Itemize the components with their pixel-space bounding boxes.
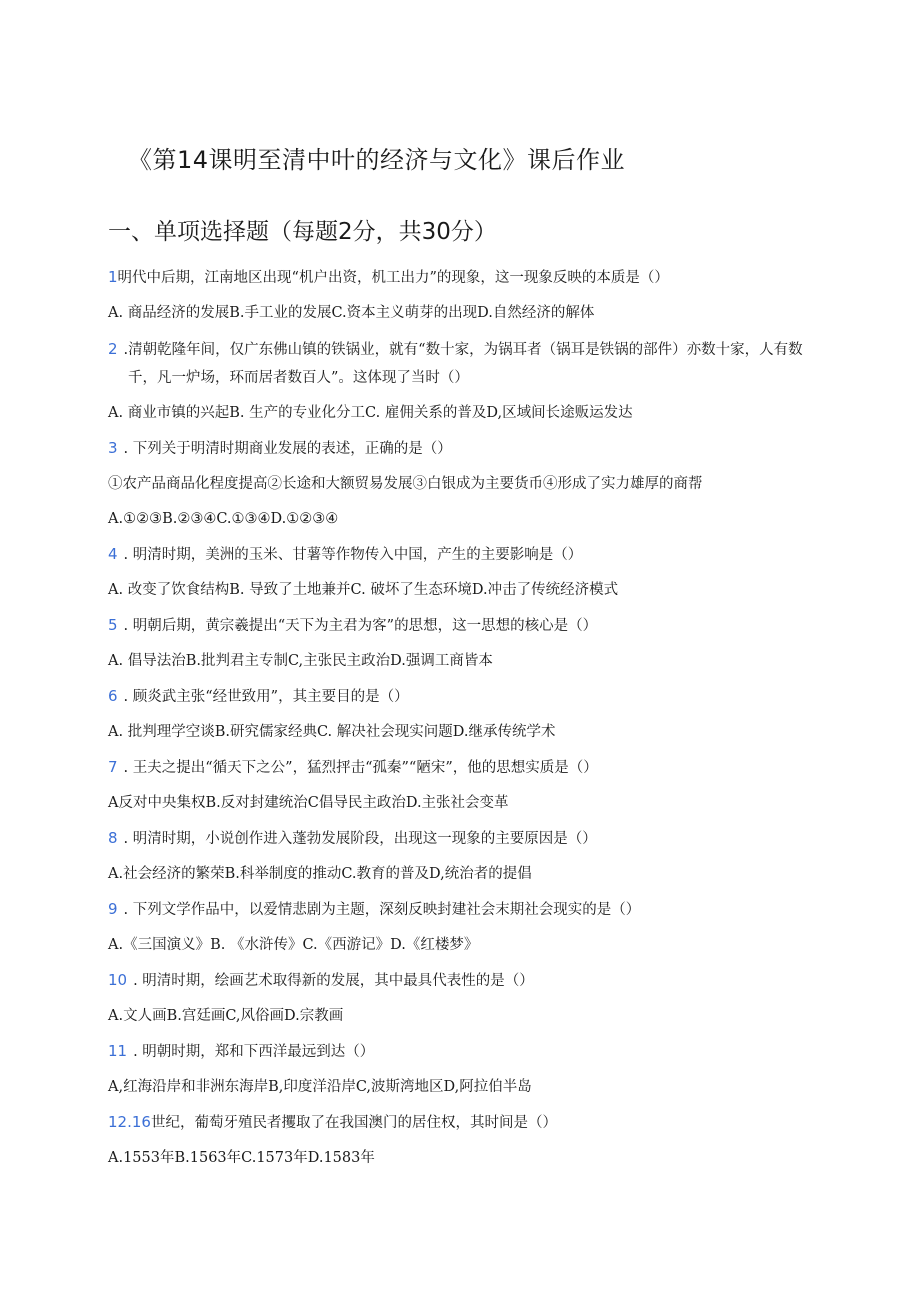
question-6 xyxy=(108,683,808,746)
question-number: 6 xyxy=(108,687,118,705)
question-stem: 世纪，葡萄牙殖民者攫取了在我国澳门的居住权，其时间是（） xyxy=(150,1115,557,1131)
question-stem: . 顾炎武主张“经世致用”，其主要目的是（） xyxy=(123,689,409,705)
question-number: 1 xyxy=(108,268,118,286)
question-number: 10 xyxy=(108,971,128,989)
question-number: 5 xyxy=(108,616,118,634)
question-2 xyxy=(108,335,808,427)
question-8 xyxy=(108,825,808,888)
question-options: A.①②③B.②③④C.①③④D.①②③④ xyxy=(108,511,339,527)
question-options: A. 批判理学空谈B.研究儒家经典C. 解决社会现实问题D.继承传统学术 xyxy=(108,724,556,740)
question-number: 9 xyxy=(108,900,118,918)
question-1 xyxy=(108,264,808,327)
question-number: 4 xyxy=(108,545,118,563)
question-options: A.社会经济的繁荣B.科举制度的推动C.教育的普及D,统治者的提倡 xyxy=(108,866,532,882)
question-number: 12.16 xyxy=(108,1113,151,1131)
question-stem: . 明清时期，绘画艺术取得新的发展，其中最具代表性的是（） xyxy=(133,973,534,989)
question-list xyxy=(108,264,808,1180)
question-stem: . 下列关于明清时期商业发展的表述，正确的是（） xyxy=(123,441,452,457)
question-number: 11 xyxy=(108,1042,128,1060)
question-stem: . 明清时期，小说创作进入蓬勃发展阶段，出现这一现象的主要原因是（） xyxy=(123,831,597,847)
question-stem: 明代中后期，江南地区出现“机户出资，机工出力”的现象，这一现象反映的本质是（） xyxy=(117,270,669,286)
question-stem: . 下列文学作品中，以爱情悲剧为主题，深刻反映封建社会末期社会现实的是（） xyxy=(123,902,641,918)
question-options: A. 商业市镇的兴起B. 生产的专业化分工C. 雇佣关系的普及D,区域间长途贩运发达 xyxy=(108,405,633,421)
question-options: A.文人画B.宫廷画C,风俗画D.宗教画 xyxy=(108,1008,344,1024)
question-options: A.1553年B.1563年C.1573年D.1583年 xyxy=(108,1150,375,1166)
question-options: A. 改变了饮食结构B. 导致了土地兼并C. 破坏了生态环境D.冲击了传统经济模式 xyxy=(108,582,619,598)
question-12 xyxy=(108,1109,808,1172)
question-stem: . 王夫之提出“循天下之公”，猛烈抨击“孤秦”“陋宋”，他的思想实质是（） xyxy=(123,760,598,776)
question-options: A反对中央集权B.反对封建统治C倡导民主政治D.主张社会变革 xyxy=(108,795,509,811)
question-options: A. 商品经济的发展B.手工业的发展C.资本主义萌芽的出现D.自然经济的解体 xyxy=(108,305,595,321)
question-9 xyxy=(108,896,808,959)
question-stem: . 明清时期，美洲的玉米、甘薯等作物传入中国，产生的主要影响是（） xyxy=(123,547,583,563)
question-options: A.《三国演义》B. 《水浒传》C.《西游记》D.《红楼梦》 xyxy=(108,937,479,953)
question-11 xyxy=(108,1038,808,1101)
question-stem: . 明朝后期，黄宗羲提出“天下为主君为客”的思想，这一思想的核心是（） xyxy=(123,618,598,634)
question-number: 8 xyxy=(108,829,118,847)
document-title: 《第14课明至清中叶的经济与文化》课后作业 xyxy=(128,146,626,174)
question-number: 7 xyxy=(108,758,118,776)
question-number: 2 xyxy=(108,340,118,358)
question-number: 3 xyxy=(108,439,118,457)
question-7 xyxy=(108,754,808,817)
question-options: A. 倡导法治B.批判君主专制C,主张民主政治D.强调工商皆本 xyxy=(108,653,493,669)
question-statements: ①农产品商品化程度提高②长途和大额贸易发展③白银成为主要货币④形成了实力雄厚的商帮 xyxy=(108,476,703,492)
question-stem: . 明朝时期，郑和下西洋最远到达（） xyxy=(133,1044,375,1060)
question-10 xyxy=(108,967,808,1030)
section-heading: 一、单项选择题（每题2分，共30分） xyxy=(108,219,497,245)
question-options: A,红海沿岸和非洲东海岸B,印度洋沿岸C,波斯湾地区D,阿拉伯半岛 xyxy=(108,1079,532,1095)
question-stem: .清朝乾隆年间，仅广东佛山镇的铁锅业，就有“数十家，为锅耳者（锅耳是铁锅的部件）亦数十家，人有数千，凡一炉场，环而居者数百人”。这体现了当时（） xyxy=(123,342,803,386)
question-5 xyxy=(108,612,808,675)
question-4 xyxy=(108,541,808,604)
question-3 xyxy=(108,435,808,533)
